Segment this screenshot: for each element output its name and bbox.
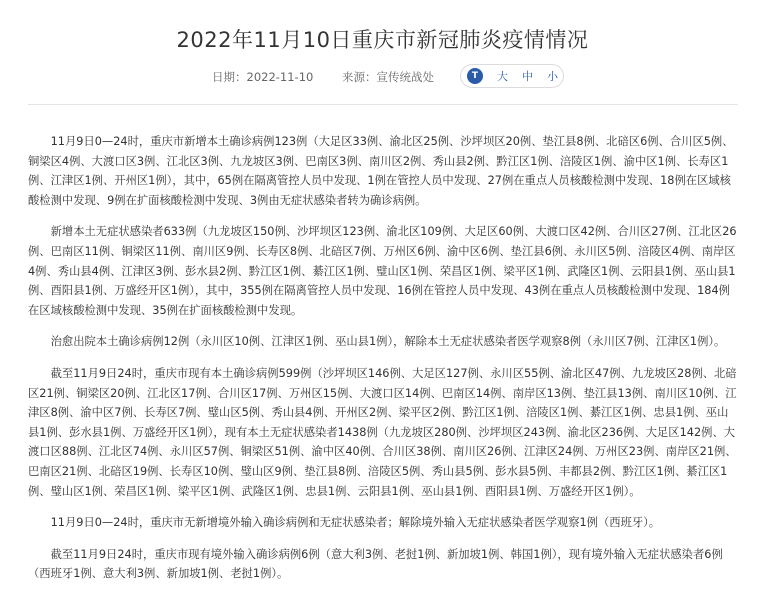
font-small-button[interactable]: 小 — [547, 70, 558, 83]
paragraph-imported-current: 截至11月9日24时，重庆市现有境外输入确诊病例6例（意大利3例、老挝1例、新加坡1例、韩国1例），现有境外输入无症状感染者6例（西班牙1例、意大利3例、新加坡1例、老挝1例）。 — [28, 547, 723, 581]
font-medium-button[interactable]: 中 — [522, 70, 533, 83]
paragraph-current-cases: 截至11月9日24时，重庆市现有本土确诊病例599例（沙坪坝区146例、大足区127例、永川区55例、渝北区47例、九龙坡区28例、北碚区21例、铜梁区20例、江北区17例、合川区17例、万州区15例、大渡口区14例、巴南区14例、南岸区13例、垫江县13例、南川区10例、江津区8例、渝中区7例、长寿区7例、璧山区5例、秀山县4例、开州区2例、梁平区2例、黔江区1例、涪陵区1例、綦江区1例、忠县1例、巫山县1例、彭水县1例、万盛经开区1例），现有本土无症状感染者1438例（九龙坡区280例、沙坪坝区243例、渝北区236例、大足区142例、大渡口区88例、江北区74例、永川区57例、铜梁区51例、渝中区40例、合川区38例、南川区26例、江津区24例、万州区23例、南岸区21例、巴南区21例、北碚区19例、长寿区10例、璧山区9例、垫江县8例、涪陵区5例、秀山县5例、彭水县5例、丰都县2例、黔江区1例、綦江区1例、璧山区1例、荣昌区1例、梁平区1例、武隆区1例、忠县1例、云阳县1例、巫山县1例、酉阳县1例、万盛经开区1例）。 — [28, 366, 737, 498]
page-title: 2022年11月10日重庆市新冠肺炎疫情情况 — [176, 28, 589, 52]
font-large-button[interactable]: 大 — [497, 70, 508, 83]
font-size-control — [460, 64, 564, 88]
font-size-icon: T — [467, 68, 483, 84]
paragraph-new-confirmed: 11月9日0—24时，重庆市新增本土确诊病例123例（大足区33例、渝北区25例、沙坪坝区20例、垫江县8例、北碚区6例、合川区5例、铜梁区4例、大渡口区3例、江北区3例、九龙坡区3例、巴南区3例、南川区2例、秀山县2例、黔江区1例、涪陵区1例、渝中区1例、长寿区1例、江津区1例、开州区1例），其中，65例在隔离管控人员中发现、1例在管控人员中发现、27例在重点人员核酸检测中发现、18例在区域核酸检测中发现、9例在扩面核酸检测中发现、3例由无症状感染者转为确诊病例。 — [28, 135, 734, 207]
article-meta — [0, 64, 765, 90]
article-source — [342, 69, 434, 85]
paragraph-recovered: 治愈出院本土确诊病例12例（永川区10例、江津区1例、巫山县1例），解除本土无症状感染者医学观察8例（永川区7例、江津区1例）。 — [50, 335, 726, 349]
source-label: 来源： — [342, 70, 377, 84]
date-label: 日期： — [212, 70, 247, 84]
header-divider — [28, 104, 738, 105]
source-value: 宣传统战处 — [376, 70, 434, 84]
paragraph-imported-new: 11月9日0—24时，重庆市无新增境外输入确诊病例和无症状感染者；解除境外输入无症状感染者医学观察1例（西班牙）。 — [50, 516, 661, 530]
publish-date — [212, 69, 313, 85]
paragraph-new-asymptomatic: 新增本土无症状感染者633例（九龙坡区150例、沙坪坝区123例、渝北区109例、大足区60例、大渡口区42例、合川区27例、江北区26例、巴南区11例、铜梁区11例、南川区9例、长寿区8例、北碚区7例、万州区6例、渝中区6例、垫江县6例、永川区5例、涪陵区4例、南岸区4例、秀山县4例、江津区3例、彭水县2例、黔江区1例、綦江区1例、璧山区1例、荣昌区1例、梁平区1例、武隆区1例、云阳县1例、巫山县1例、酉阳县1例、万盛经开区1例），其中，355例在隔离管控人员中发现、16例在管控人员中发现、43例在重点人员核酸检测中发现、184例在区域核酸检测中发现、35例在扩面核酸检测中发现。 — [28, 225, 737, 317]
article-body — [28, 132, 738, 596]
date-value: 2022-11-10 — [246, 70, 314, 84]
